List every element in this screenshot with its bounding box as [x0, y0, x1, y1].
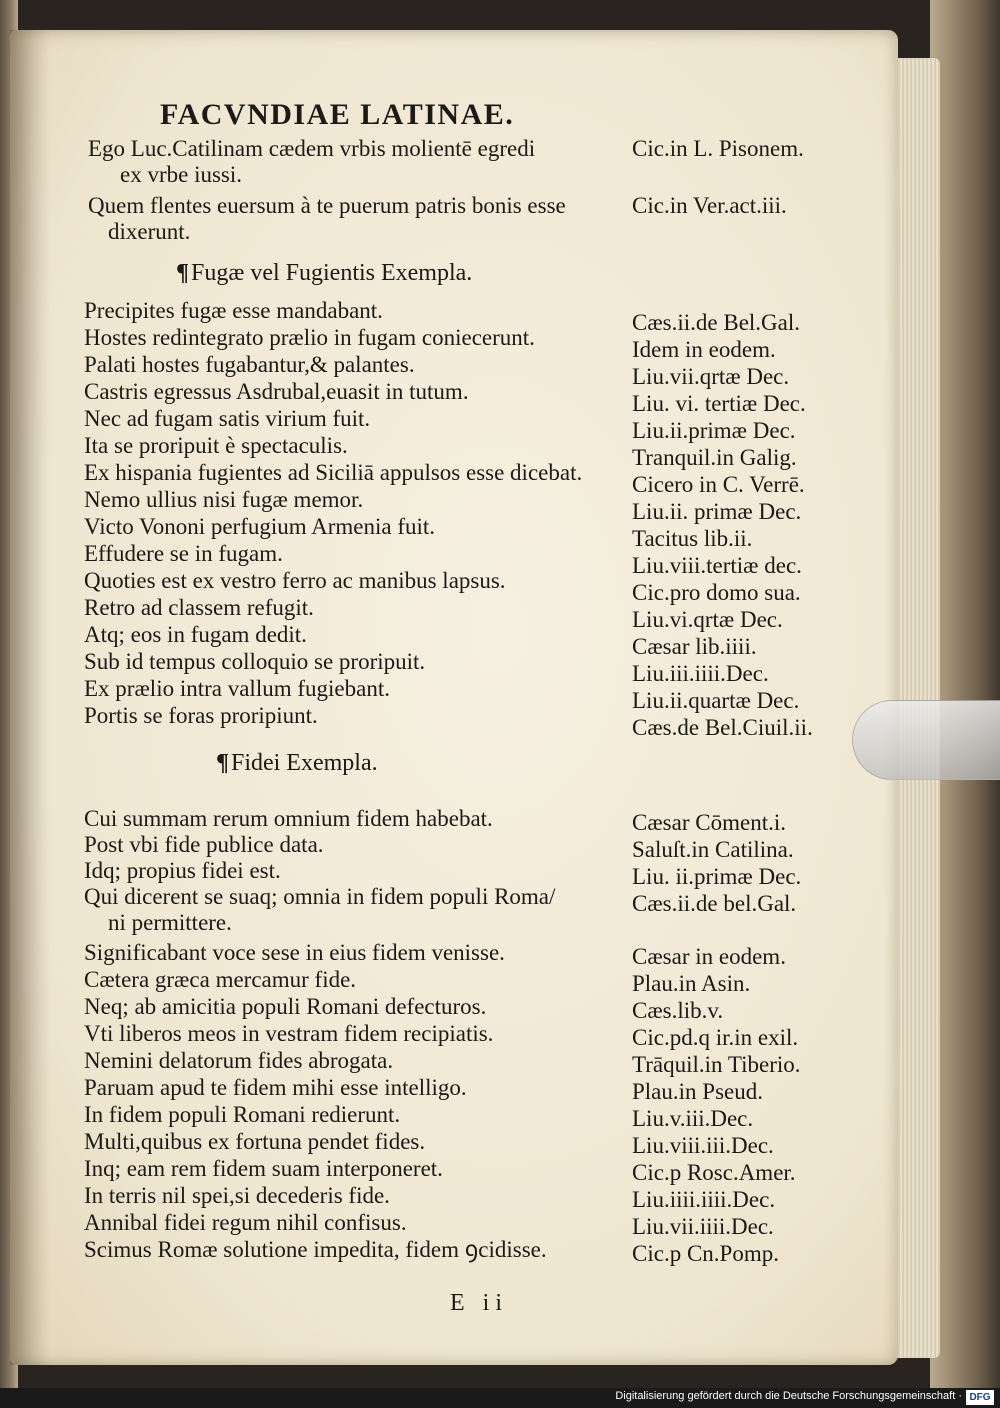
fuga-entry-text: Nemo ullius nisi fugæ memor.: [84, 487, 364, 512]
fuga-entry-text: Palati hostes fugabantur,& palantes.: [84, 352, 415, 377]
fides-entry-text: Inq; eam rem fidem suam interponeret.: [84, 1156, 443, 1181]
fides-entry-text: Scimus Romæ solutione impedita, fidem ꝯcidisse.: [84, 1237, 547, 1262]
fuga-entry-source: Liu.ii.primæ Dec.: [632, 418, 796, 443]
fuga-entry-source: Liu.vi.qrtæ Dec.: [632, 607, 783, 632]
dfg-logo: DFG: [966, 1390, 994, 1405]
entry-source: Cic.in Ver.act.iii.: [632, 193, 787, 218]
fides-entry-text: Paruam apud te fidem mihi esse intelligo.: [84, 1075, 467, 1100]
fides-entry-source: Liu.iiii.iiii.Dec.: [632, 1187, 776, 1212]
fuga-entry-source: Cæsar lib.iiii.: [632, 634, 757, 659]
fides-entry-source: Liu.vii.iiii.Dec.: [632, 1214, 774, 1239]
footer-credit: Digitalisierung gefördert durch die Deutsche Forschungsgemeinschaft ·: [615, 1390, 962, 1402]
fides-entry-source: Cic.p Cn.Pomp.: [632, 1241, 779, 1266]
fuga-entry-source: Cæs.de Bel.Ciuil.ii.: [632, 715, 813, 740]
fuga-entry-source: Cæs.ii.de Bel.Gal.: [632, 310, 801, 335]
entry-text: Ego Luc.Catilinam cædem vrbis molientē egredi: [88, 136, 536, 161]
book-cover-right: [930, 0, 1000, 1388]
fides-entry-source: Liu.v.iii.Dec.: [632, 1106, 754, 1131]
fuga-entry-source: Tranquil.in Galig.: [632, 445, 797, 470]
fuga-entry-text: Retro ad classem refugit.: [84, 595, 314, 620]
pilcrow-icon: ¶: [216, 750, 229, 776]
fuga-entry-source: Cic.pro domo sua.: [632, 580, 801, 605]
fides-entry-source: Cæsar in eodem.: [632, 944, 786, 969]
fides-entry-text: Qui dicerent se suaq; omnia in fidem populi Roma/: [84, 884, 556, 909]
fuga-entry-text: Ex hispania fugientes ad Siciliā appulsos esse dicebat.: [84, 460, 583, 485]
entry-text: dixerunt.: [108, 219, 191, 244]
fuga-entry-text: Atq; eos in fugam dedit.: [84, 622, 307, 647]
fides-entry-source: Cæs.lib.v.: [632, 998, 724, 1023]
fides-entry-text: Idq; propius fidei est.: [84, 858, 281, 883]
fides-entry-source: Cic.p Rosc.Amer.: [632, 1160, 796, 1185]
fuga-entry-source: Liu.viii.tertiæ dec.: [632, 553, 802, 578]
fides-entry-text: ni permittere.: [108, 910, 232, 935]
fides-entry-source: Cic.pd.q ir.in exil.: [632, 1025, 799, 1050]
fides-entry-source: Saluſt.in Catilina.: [632, 837, 794, 862]
fuga-entry-text: Ex prælio intra vallum fugiebant.: [84, 676, 390, 701]
fides-entry-source: Cæs.ii.de bel.Gal.: [632, 891, 797, 916]
fides-entry-text: In fidem populi Romani redierunt.: [84, 1102, 401, 1127]
fides-entry-source: Plau.in Pseud.: [632, 1079, 763, 1104]
fuga-entry-text: Nec ad fugam satis virium fuit.: [84, 406, 371, 431]
fides-entry-text: Neq; ab amicitia populi Romani defecturos.: [84, 994, 487, 1019]
fuga-entry-text: Sub id tempus colloquio se proripuit.: [84, 649, 426, 674]
fides-entry-text: Post vbi fide publice data.: [84, 832, 324, 857]
fuga-entry-source: Liu.iii.iiii.Dec.: [632, 661, 769, 686]
entry-text: Quem flentes euersum à te puerum patris bonis esse: [88, 193, 566, 218]
footer-bar: [0, 1388, 1000, 1408]
fuga-entry-text: Castris egressus Asdrubal,euasit in tutum.: [84, 379, 469, 404]
fides-entry-source: Trāquil.in Tiberio.: [632, 1052, 801, 1077]
fides-entry-text: Vti liberos meos in vestram fidem recipiatis.: [84, 1021, 494, 1046]
gutter-shadow: [10, 30, 50, 1365]
fuga-entry-source: Liu.ii. primæ Dec.: [632, 499, 802, 524]
clasp-ribbon: [852, 700, 1000, 780]
fides-entry-text: Multi,quibus ex fortuna pendet fides.: [84, 1129, 426, 1154]
fuga-entry-source: Liu.ii.quartæ Dec.: [632, 688, 800, 713]
fides-entry-source: Plau.in Asin.: [632, 971, 751, 996]
fuga-entry-text: Precipites fugæ esse mandabant.: [84, 298, 383, 323]
signature-mark: E ii: [450, 1290, 508, 1316]
fides-entry-text: Significabant voce sese in eius fidem venisse.: [84, 940, 505, 965]
fides-entry-source: Cæsar Cōment.i.: [632, 810, 786, 835]
fides-entry-source: Liu. ii.primæ Dec.: [632, 864, 802, 889]
fides-entry-text: Cui summam rerum omnium fidem habebat.: [84, 806, 493, 831]
fides-entry-text: Annibal fidei regum nihil confisus.: [84, 1210, 407, 1235]
fides-entry-source: Liu.viii.iii.Dec.: [632, 1133, 774, 1158]
fides-entry-text: In terris nil spei,si decederis fide.: [84, 1183, 390, 1208]
fuga-entry-source: Tacitus lib.ii.: [632, 526, 753, 551]
running-head: FACVNDIAE LATINAE.: [160, 98, 515, 131]
fides-entry-text: Cætera græca mercamur fide.: [84, 967, 357, 992]
fuga-entry-text: Effudere se in fugam.: [84, 541, 283, 566]
fuga-entry-source: Liu.vii.qrtæ Dec.: [632, 364, 790, 389]
fuga-entry-text: Portis se foras proripiunt.: [84, 703, 318, 728]
pilcrow-icon: ¶: [176, 260, 189, 286]
fuga-entry-text: Ita se proripuit è spectaculis.: [84, 433, 348, 458]
fuga-entry-text: Quoties est ex vestro ferro ac manibus lapsus.: [84, 568, 506, 593]
fuga-entry-source: Liu. vi. tertiæ Dec.: [632, 391, 806, 416]
fuga-entry-text: Victo Vononi perfugium Armenia fuit.: [84, 514, 436, 539]
fides-entry-text: Nemini delatorum fides abrogata.: [84, 1048, 394, 1073]
entry-source: Cic.in L. Pisonem.: [632, 136, 804, 161]
fuga-entry-text: Hostes redintegrato prælio in fugam coniecerunt.: [84, 325, 535, 350]
section-heading-fuga: ¶Fugæ vel Fugientis Exempla.: [176, 260, 473, 286]
fuga-entry-source: Cicero in C. Verrē.: [632, 472, 805, 497]
entry-text: ex vrbe iussi.: [120, 162, 243, 187]
section-heading-fides: ¶Fidei Exempla.: [216, 750, 378, 776]
fuga-entry-source: Idem in eodem.: [632, 337, 776, 362]
